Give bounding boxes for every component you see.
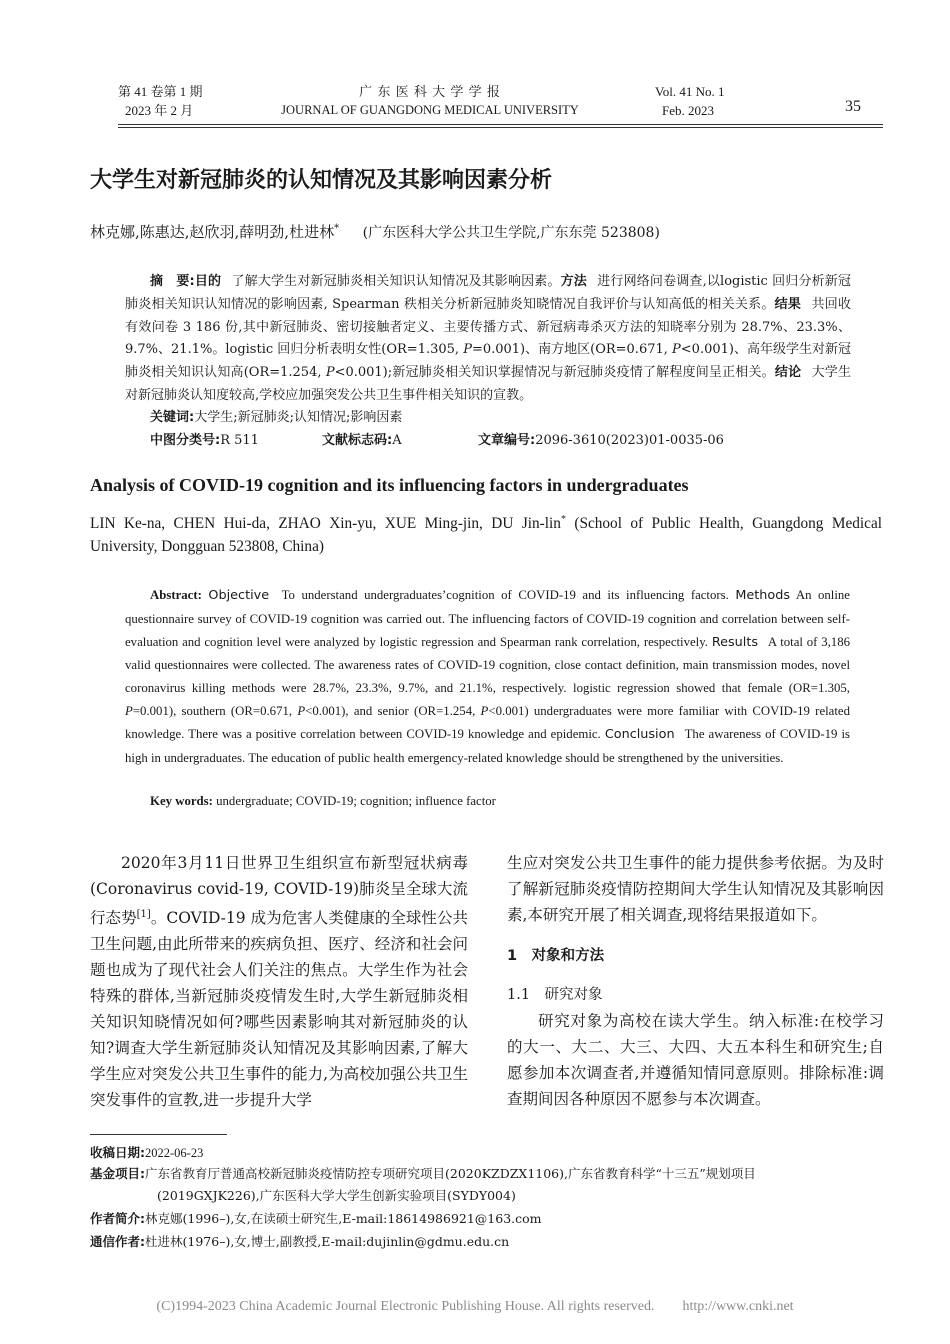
corresponding-mark-en: *	[560, 514, 566, 525]
header-rule-top	[118, 124, 883, 125]
date-en: Feb. 2023	[662, 103, 714, 118]
intro-text-1: 2020年3月11日世界卫生组织宣布新型冠状病毒(Coronavirus covid-19, COVID-19)肺炎呈全球大流行态势	[90, 854, 468, 928]
authors-cn: 林克娜,陈惠达,赵欣羽,薛明劲,杜进林	[90, 223, 335, 241]
body-left-paragraph	[90, 850, 468, 1113]
citation-ref: [1]	[136, 909, 151, 920]
result-text-cn-3: <0.001)、高年级学生对新冠肺炎相关知识认知高(OR=1.254,	[125, 342, 851, 381]
p-symbol-cn-2: P	[672, 342, 681, 358]
authors-en: LIN Ke-na, CHEN Hui-da, ZHAO Xin-yu, XUE Ming-jin, DU Jin-lin	[90, 515, 561, 533]
p-symbol-en-1: P	[125, 703, 133, 718]
received-date: 2022-06-23	[145, 1146, 204, 1160]
journal-name-cn: 广 东 医 科 大 学 学 报	[359, 84, 501, 99]
article-number-value: 2096-3610(2023)01-0035-06	[535, 433, 724, 448]
volume-issue-cn: 第 41 卷第 1 期	[118, 84, 203, 99]
keywords-en	[150, 790, 850, 812]
method-label-cn: 方法	[560, 274, 587, 289]
footnote-corresponding	[90, 1232, 885, 1252]
body-right-continuation: 生应对突发公共卫生事件的能力提供参考依据。为及时了解新冠肺炎疫情防控期间大学生认知情况及其影响因素,本研究开展了相关调查,现将结果报道如下。	[507, 854, 884, 924]
objective-label-en: Objective	[208, 588, 270, 603]
authors-line-cn	[90, 217, 890, 245]
clc-label: 中图分类号:	[150, 433, 221, 448]
journal-name-en: JOURNAL OF GUANGDONG MEDICAL UNIVERSITY	[281, 103, 579, 117]
result-text-cn-2: =0.001)、南方地区(OR=0.671,	[471, 342, 668, 358]
objective-text-cn: 了解大学生对新冠肺炎相关知识认知情况及其影响因素。	[231, 274, 561, 289]
corresponding-mark: *	[334, 223, 340, 234]
conclusion-text-cn: 大学生对新冠肺炎认知度较高,学校应加强突发公共卫生事件相关知识的宣教。	[125, 365, 851, 403]
abstract-cn	[125, 271, 851, 408]
p-symbol-cn-3: P	[325, 365, 335, 381]
fund-text-2: (2019GXJK226),广东医科大学大学生创新实验项目(SYDY004)	[157, 1188, 516, 1203]
results-label-en: Results	[711, 634, 759, 650]
affiliation-cn: (广东医科大学公共卫生学院,广东东莞 523808)	[362, 225, 660, 241]
corresponding-info: 杜进林(1976–),女,博士,副教授,E-mail:dujinlin@gdmu.edu.cn	[145, 1234, 510, 1249]
conclusion-label-cn: 结论	[774, 365, 802, 381]
footnote-fund	[90, 1164, 885, 1184]
keywords-cn	[150, 408, 850, 428]
author-info: 林克娜(1996–),女,在读硕士研究生,E-mail:18614986921@163.com	[145, 1211, 542, 1226]
title-cn: 大学生对新冠肺炎的认知情况及其影响因素分析	[90, 168, 553, 193]
footnote-received	[90, 1143, 885, 1163]
results-text-en-2: =0.001), southern (OR=0.671,	[132, 703, 293, 718]
author-info-label: 作者简介:	[90, 1211, 145, 1226]
article-number-label: 文章编号:	[478, 433, 536, 448]
results-text-en-4: <0.001) undergraduates were more familiar with COVID-19 related knowledge. There was a positive correlation between COVID-19 knowledge and epidemic.	[125, 703, 850, 741]
methods-text-en: An online questionnaire survey of COVID-19 cognition was carried out. The influencing factors of COVID-19 cognition and correlation between self-evaluation and cognition level were analyzed by logistic regression and Spearman rank correlation, respectively.	[125, 588, 850, 649]
affiliation-en: (School of Public Health, Guangdong Medical University, Dongguan 523808, China)	[90, 515, 882, 556]
date-cn: 2023 年 2 月	[125, 103, 194, 118]
conclusion-text-en: The awareness of COVID-19 is high in undergraduates. The education of public health emergency-related knowledge should be strengthened by the universities.	[125, 726, 850, 765]
p-symbol-en-2: P	[297, 703, 306, 718]
abstract-label-cn: 摘 要:	[150, 274, 195, 289]
header-rule-bottom	[118, 127, 883, 128]
keywords-label-cn: 关键词:	[150, 410, 195, 425]
fund-text-1: 广东省教育厅普通高校新冠肺炎疫情防控专项研究项目(2020KZDZX1106),广东省教育科学“十三五”规划项目	[145, 1166, 756, 1181]
results-text-en-1: A total of 3,186 valid questionnaires were collected. The awareness rates of COVID-19 cognition, close contact definition, main transmission modes, novel coronavirus killing methods were 28.7%, 23.3%, 9.7%, and 21.1%, respectively. logistic regression showed that female (OR=1.305,	[125, 634, 850, 696]
fund-label: 基金项目:	[90, 1166, 145, 1181]
volume-issue-en: Vol. 41 No. 1	[655, 84, 725, 99]
corresponding-label: 通信作者:	[90, 1234, 145, 1249]
study-subjects-paragraph: 研究对象为高校在读大学生。纳入标准:在校学习的大一、大二、大三、大四、大五本科生和研究生;自愿参加本次调查者,并遵循知情同意原则。排除标准:调查期间因各种原因不愿参与本次调查。	[507, 1012, 884, 1108]
page-number: 35	[845, 98, 861, 115]
authors-affiliation-en	[90, 508, 882, 558]
result-text-cn-1: 共回收有效问卷 3 186 份,其中新冠肺炎、密切接触者定义、主要传播方式、新冠病毒杀灭方法的知晓率分别为 28.7%、23.3%、9.7%、21.1%。logistic 回归分析表明女性(OR=1.305,	[125, 296, 851, 358]
keywords-value-cn: 大学生;新冠肺炎;认知情况;影响因素	[194, 410, 403, 425]
cnki-watermark: (C)1994-2023 China Academic Journal Electronic Publishing House. All rights reserved. http://www.cnki.net	[156, 1299, 794, 1314]
received-label: 收稿日期:	[90, 1145, 145, 1160]
abstract-en	[125, 584, 850, 769]
doc-code-value: A	[392, 433, 402, 448]
subsection-heading-1-1: 1.1 研究对象	[507, 987, 603, 1003]
title-en: Analysis of COVID-19 cognition and its influencing factors in undergraduates	[90, 475, 689, 495]
objective-label-cn: 目的	[194, 274, 222, 289]
p-symbol-en-3: P	[480, 703, 489, 718]
method-text-cn: 进行网络问卷调查,以logistic 回归分析新冠肺炎相关知识认知情况的影响因素, Spearman 秩相关分析新冠肺炎知晓情况自我评价与认知高低的相关关系。	[125, 274, 851, 312]
methods-label-en: Methods	[735, 588, 791, 603]
objective-text-en: To understand undergraduates’cognition of COVID-19 and its influencing factors.	[281, 588, 729, 602]
intro-text-2: 。COVID-19 成为危害人类健康的全球性公共卫生问题,由此所带来的疾病负担、医疗、经济和社会问题也成为了现代社会人们关注的焦点。大学生作为社会特殊的群体,当新冠肺炎疫情发生时,大学生新冠肺炎相关知识知晓情况如何?哪些因素影响其对新冠肺炎的认知?调查大学生新冠肺炎认知情况及其影响因素,了解大学生应对突发公共卫生事件的能力,为高校加强公共卫生突发事件的宣教,进一步提升大学	[90, 909, 468, 1110]
section-heading-1: 1 对象和方法	[507, 948, 605, 964]
conclusion-label-en: Conclusion	[604, 726, 675, 742]
footnote-rule	[90, 1134, 227, 1135]
result-text-cn-4: <0.001);新冠肺炎相关知识掌握情况与新冠肺炎疫情了解程度间呈正相关。	[334, 365, 775, 381]
result-label-cn: 结果	[774, 296, 802, 312]
doc-code-label: 文献标志码:	[322, 433, 393, 448]
results-text-en-3: <0.001), and senior (OR=1.254,	[305, 703, 476, 718]
keywords-value-en: undergraduate; COVID-19; cognition; influence factor	[216, 794, 496, 808]
abstract-label-en: Abstract:	[150, 588, 202, 602]
keywords-label-en: Key words:	[150, 794, 213, 808]
p-symbol-cn-1: P	[463, 342, 472, 358]
footnote-author	[90, 1209, 885, 1229]
clc-value: R 511	[220, 433, 259, 448]
article-number	[478, 431, 858, 451]
